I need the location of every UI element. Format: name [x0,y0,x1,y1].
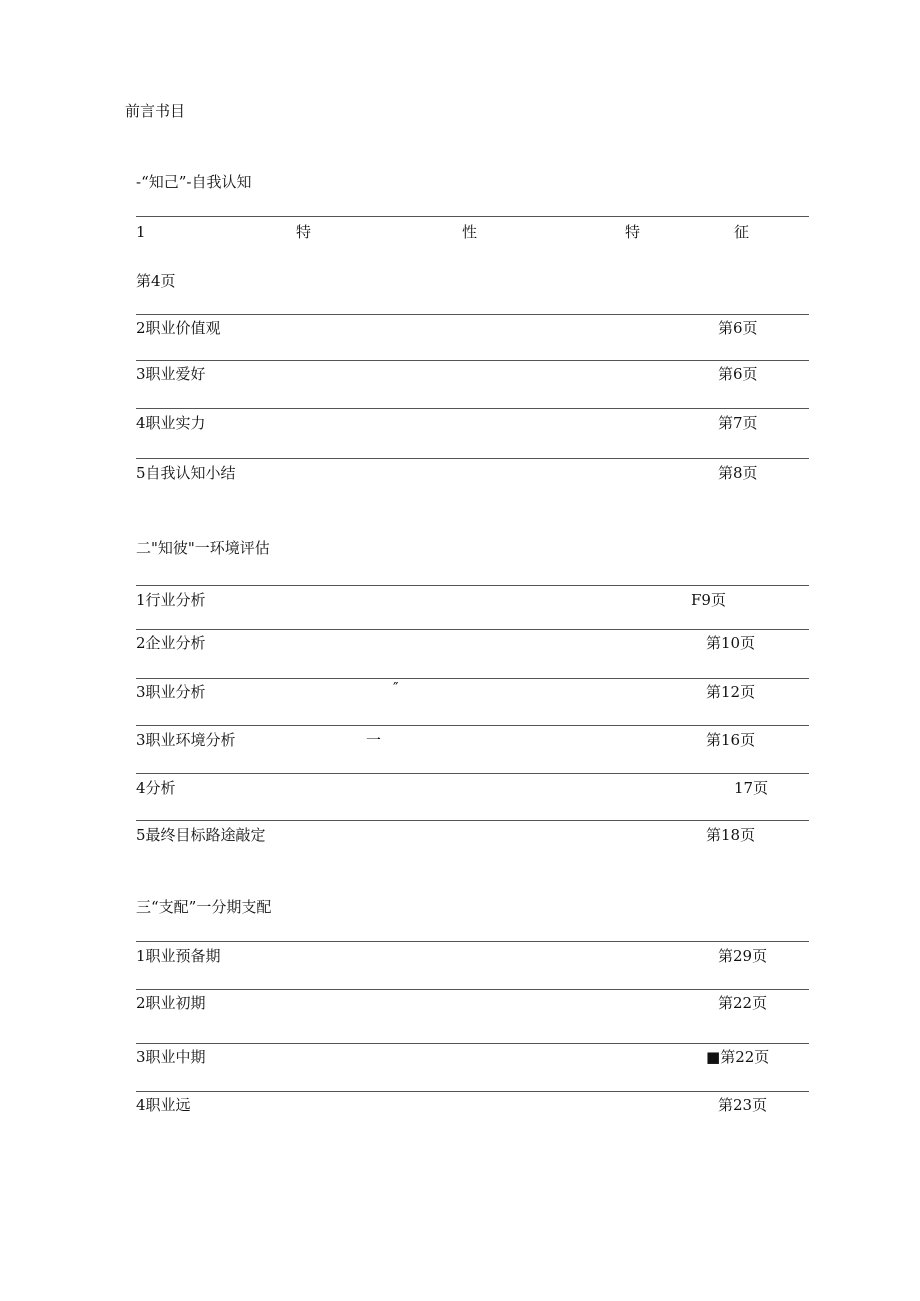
divider-line [136,216,809,217]
bullet-square: ■ [706,1048,721,1066]
toc-item-label: 2企业分析 [136,634,206,652]
toc-item-label: 2职业价值观 [136,319,221,337]
divider-line [136,989,809,990]
divider-line [136,585,809,586]
divider-line [136,820,809,821]
stray-mark: ″ [393,679,399,697]
toc-item-label: 1职业预备期 [136,947,221,965]
toc-item-page: 第4页 [136,272,176,290]
toc-item-page: 第7页 [718,414,758,432]
toc-item-page: 第16页 [706,731,756,749]
toc-item-label: 5自我认知小结 [136,464,236,482]
section-title-planning: 三“支配”一分期支配 [136,898,272,916]
toc-item-page: 第12页 [706,683,756,701]
toc-item-char: 征 [734,223,750,241]
divider-line [136,629,809,630]
toc-item-label: 2职业初期 [136,994,206,1012]
section-title-self-awareness: -“知己”-自我认知 [136,173,252,191]
toc-item-page: 第18页 [706,826,756,844]
toc-item-label: 1行业分析 [136,591,206,609]
toc-item-page: 17页 [734,779,769,797]
toc-item-char: 特 [625,223,641,241]
divider-line [136,1091,809,1092]
divider-line [136,314,809,315]
divider-line [136,725,809,726]
toc-item-page: F9页 [691,591,726,609]
toc-item-char: 特 [296,223,312,241]
toc-item-page-with-bullet [706,1047,769,1067]
divider-line [136,360,809,361]
section-title-environment: 二"知彼"一环境评估 [136,539,270,557]
toc-item-label: 3职业爱好 [136,365,206,383]
toc-item-page: 第22页 [720,1048,770,1066]
toc-item-label: 3职业分析 [136,683,206,701]
toc-item-page: 第6页 [718,319,758,337]
toc-item-page: 第6页 [718,365,758,383]
page-title: 前言书目 [125,102,186,120]
stray-mark: 一 [366,731,382,749]
divider-line [136,408,809,409]
toc-item-page: 第29页 [718,947,768,965]
toc-item-char: 性 [462,223,478,241]
toc-item-label: 3职业中期 [136,1048,206,1066]
toc-item-page: 第10页 [706,634,756,652]
toc-item-label: 4分析 [136,779,176,797]
toc-item-label: 3职业环境分析 [136,731,236,749]
divider-line [136,773,809,774]
divider-line [136,678,809,679]
toc-item-label: 4职业远 [136,1096,191,1114]
divider-line [136,1043,809,1044]
divider-line [136,941,809,942]
toc-item-label: 4职业实力 [136,414,206,432]
toc-item-number: 1 [136,223,146,241]
toc-item-label: 5最终目标路途敲定 [136,826,266,844]
toc-item-page: 第23页 [718,1096,768,1114]
toc-item-page: 第8页 [718,464,758,482]
toc-item-page: 第22页 [718,994,768,1012]
divider-line [136,458,809,459]
